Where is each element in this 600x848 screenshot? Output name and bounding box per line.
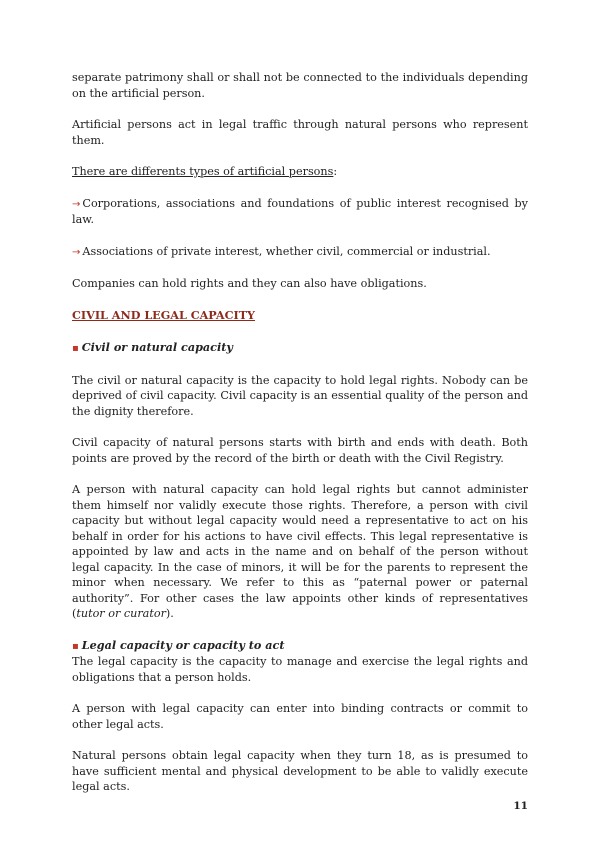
paragraph-companies: Companies can hold rights and they can also have obligations. — [72, 277, 427, 290]
types-intro-colon: : — [333, 165, 338, 178]
subheading-civil-text: Civil or natural capacity — [81, 340, 233, 354]
page-number: 11 — [513, 800, 528, 812]
list-item — [72, 244, 528, 261]
bullet-icon: ▪ — [72, 343, 79, 354]
paragraph-patrimony: separate patrimony shall or shall not be connected to the individuals depending on the artificial person. — [72, 71, 528, 100]
paragraph-natural-capacity — [72, 482, 528, 622]
types-intro-underlined: There are differents types of artificial persons — [72, 165, 334, 178]
arrow-right-icon: → — [72, 198, 81, 210]
paragraph-civil-birth-death: Civil capacity of natural persons starts with birth and ends with death. Both points are proved by the record of the birth or death with the Civil Registry. — [72, 436, 528, 465]
natural-capacity-end: ). — [165, 607, 174, 620]
paragraph-artificial-persons-act: Artificial persons act in legal traffic through natural persons who represent them. — [72, 118, 528, 147]
list-item-text: Corporations, associations and foundations of public interest recognised by law. — [72, 196, 528, 226]
subheading-legal-capacity — [72, 638, 528, 655]
paragraph-age-eighteen: Natural persons obtain legal capacity when they turn 18, as is presumed to have sufficient mental and physical development to be able to validly execute legal acts. — [72, 749, 528, 793]
subheading-legal-text: Legal capacity or capacity to act — [81, 637, 285, 652]
paragraph-civil-definition: The civil or natural capacity is the capacity to hold legal rights. Nobody can be deprived of civil capacity. Civil capacity is an essential quality of the person and the dignity therefore. — [72, 373, 528, 418]
arrow-right-icon: → — [72, 246, 81, 258]
list-item-text: Associations of private interest, whether civil, commercial or industrial. — [82, 244, 491, 258]
paragraph-types-intro — [72, 164, 528, 180]
section-heading: CIVIL AND LEGAL CAPACITY — [72, 307, 256, 322]
tutor-curator-italic: tutor or curator — [76, 607, 166, 620]
paragraph-binding-contracts: A person with legal capacity can enter into binding contracts or commit to other legal acts. — [72, 702, 528, 731]
paragraph-legal-definition: The legal capacity is the capacity to manage and exercise the legal rights and obligations that a person holds. — [72, 655, 528, 684]
list-item — [72, 196, 528, 228]
subheading-civil-capacity — [72, 340, 528, 357]
natural-capacity-text: A person with natural capacity can hold legal rights but cannot administer them himself nor validly execute those rights. Therefore, a person with civil capacity but without legal capacity would need a representative to act on his behalf in order for his actions to have civil effects. This legal representative is appointed by law and acts in the name and on behalf of the person without legal capacity. In the case of minors, it will be for the parents to represent the minor when necessary. We refer to this as “paternal power or paternal authority”. For other cases the law appoints other kinds of representatives ( — [72, 483, 528, 620]
bullet-icon: ▪ — [72, 640, 79, 652]
